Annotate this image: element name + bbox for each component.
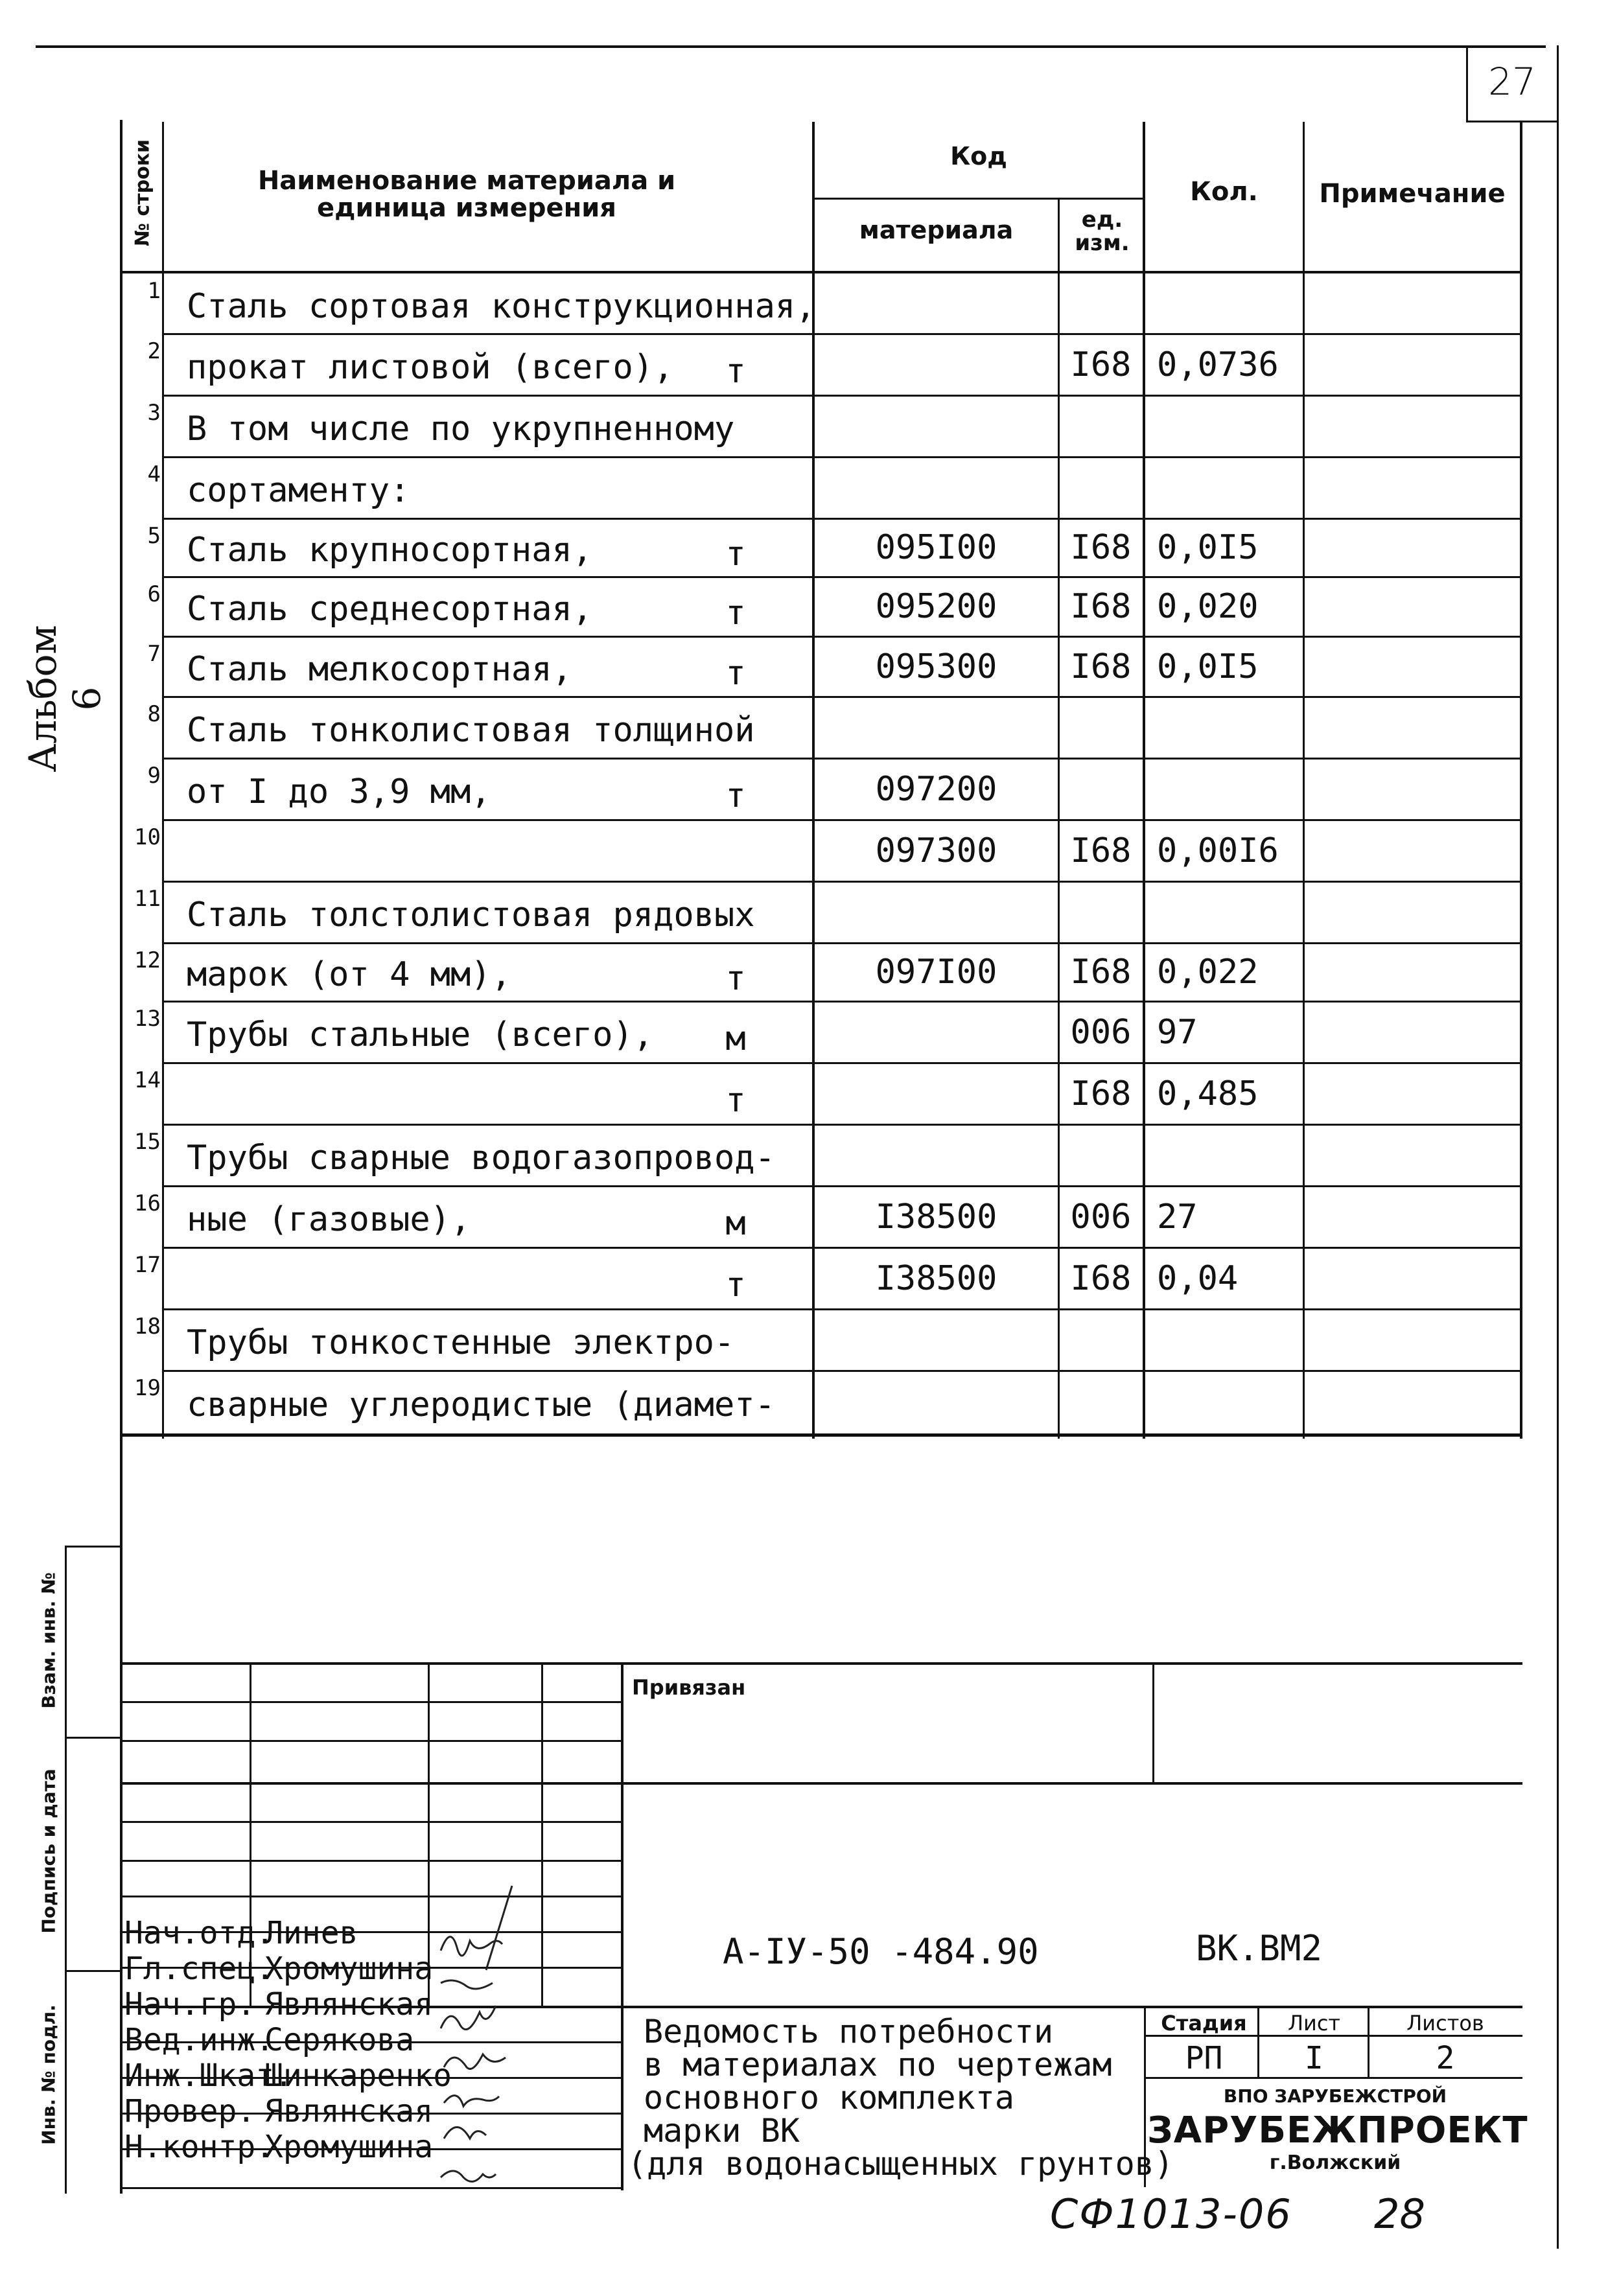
sheets-value: 2 (1436, 2040, 1455, 2076)
row-unit-code: I68 (1070, 345, 1132, 384)
row-number: 16 (134, 1190, 161, 1216)
row-name: Сталь среднесортная, (187, 590, 593, 629)
row-name: прокат листовой (всего), (187, 347, 674, 387)
row-unit-code: I68 (1070, 647, 1132, 686)
row-material-code: 095I00 (875, 528, 997, 567)
header-qty: Кол. (1190, 177, 1258, 207)
signer-role: Н.контр. (124, 2129, 275, 2165)
signer-name: Серякова (264, 2022, 415, 2058)
row-unit: м (725, 1203, 746, 1243)
signer-role: Гл.спец. (124, 1951, 275, 1987)
row-name: Сталь сортовая конструкционная, (187, 286, 816, 326)
row-quantity: 0,020 (1157, 587, 1259, 626)
row-name: Трубы тонкостенные электро- (187, 1323, 735, 1362)
row-number: 8 (147, 701, 161, 727)
row-unit-code: I68 (1070, 1258, 1132, 1298)
row-name: от I до 3,9 мм, (187, 772, 491, 811)
signer-name: Хромушина (264, 2129, 434, 2165)
row-quantity: 0,485 (1157, 1074, 1259, 1113)
org-city: г.Волжский (1269, 2151, 1401, 2174)
row-number: 18 (134, 1314, 161, 1339)
row-number: 17 (134, 1252, 161, 1278)
title-line-2: в материалах по чертежам (644, 2046, 1112, 2083)
side-podpis: Подпись и дата (38, 1768, 60, 1934)
row-number: 14 (134, 1067, 161, 1093)
signer-name: Шинкаренко (264, 2058, 452, 2094)
document-code: А-IУ-50 -484.90 (723, 1931, 1039, 1972)
row-number: 10 (134, 824, 161, 850)
side-inv: Инв. № подл. (38, 2004, 60, 2145)
sheet-label: Лист (1287, 2011, 1341, 2035)
row-name: сортаменту: (187, 470, 410, 510)
row-material-code: I38500 (875, 1197, 997, 1236)
row-name: ные (газовые), (187, 1200, 471, 1239)
row-quantity: 97 (1157, 1012, 1198, 1052)
row-unit: т (725, 351, 746, 391)
row-number: 3 (147, 400, 161, 426)
footer-handwritten-code: СФ1013-06 (1050, 2190, 1292, 2238)
row-unit: т (725, 653, 746, 693)
row-number: 2 (147, 338, 161, 364)
row-number: 13 (134, 1006, 161, 1032)
row-quantity: 0,022 (1157, 953, 1259, 991)
row-name: Сталь мелкосортная, (187, 649, 572, 689)
stage-label: Стадия (1161, 2011, 1247, 2035)
signer-name: Хромушина (264, 1951, 434, 1987)
title-line-1: Ведомость потребности (644, 2013, 1054, 2050)
row-material-code: I38500 (875, 1258, 997, 1298)
sheet-value: I (1305, 2040, 1323, 2076)
row-unit-code: I68 (1070, 953, 1132, 991)
signer-name: Линев (264, 1915, 358, 1951)
signature-marks (428, 1879, 622, 2190)
row-unit: т (725, 1080, 746, 1120)
title-line-5: (для водонасыщенных грунтов) (627, 2145, 1174, 2183)
page-number: 27 (1488, 60, 1536, 104)
header-code-material: материала (859, 216, 1014, 244)
row-unit-code: 006 (1070, 1197, 1132, 1236)
sheets-label: Листов (1406, 2011, 1484, 2035)
row-unit-code: I68 (1070, 587, 1132, 626)
footer-page-number: 28 (1374, 2190, 1425, 2238)
row-material-code: 097I00 (875, 953, 997, 991)
privyazan-label: Привязан (632, 1675, 746, 1700)
row-quantity: 0,0I5 (1157, 528, 1259, 567)
row-number: 11 (134, 886, 161, 912)
row-unit: т (725, 1265, 746, 1305)
signer-name: Являнская (264, 2093, 434, 2129)
row-number: 19 (134, 1375, 161, 1401)
signer-name: Являнская (264, 1986, 434, 2023)
row-unit: т (725, 594, 746, 632)
signer-role: Инж.Шкат. (124, 2058, 294, 2094)
row-number: 6 (147, 581, 161, 607)
row-number: 12 (134, 947, 161, 973)
album-label: Альбом 6 (21, 625, 109, 772)
row-unit-code: I68 (1070, 1074, 1132, 1113)
signer-role: Нач.гр. (124, 1986, 256, 2023)
row-number: 1 (147, 278, 161, 304)
row-number: 9 (147, 763, 161, 789)
signer-role: Вед.инж. (124, 2022, 275, 2058)
side-vzam: Взам. инв. № (38, 1572, 60, 1709)
signer-role: Провер. (124, 2093, 256, 2129)
header-code-unit: ед. изм. (1075, 207, 1130, 256)
title-line-4: марки ВК (644, 2112, 800, 2150)
row-quantity: 0,04 (1157, 1258, 1239, 1298)
header-note: Примечание (1319, 179, 1506, 209)
row-unit: т (725, 776, 746, 815)
org-main: ЗАРУБЕЖПРОЕКТ (1147, 2109, 1528, 2151)
document-title (627, 2015, 1174, 2181)
row-name: сварные углеродистые (диамет- (187, 1385, 775, 1424)
row-unit: т (725, 959, 746, 998)
row-number: 5 (147, 523, 161, 549)
row-quantity: 0,0736 (1157, 345, 1279, 384)
row-material-code: 097300 (875, 831, 997, 870)
document-mark: ВК.ВМ2 (1196, 1928, 1323, 1969)
row-quantity: 27 (1157, 1197, 1198, 1236)
right-border (1557, 45, 1559, 2249)
row-number: 15 (134, 1129, 161, 1155)
org-top: ВПО ЗАРУБЕЖСТРОЙ (1223, 2085, 1447, 2107)
top-border (36, 45, 1546, 48)
row-unit: м (725, 1019, 746, 1058)
row-quantity: 0,00I6 (1157, 831, 1279, 870)
header-name: Наименование материала и единица измерения (257, 166, 676, 223)
row-material-code: 097200 (875, 769, 997, 809)
row-name: марок (от 4 мм), (187, 955, 511, 994)
signer-role: Нач.отд. (124, 1915, 275, 1951)
row-material-code: 095300 (875, 647, 997, 686)
row-unit: т (725, 535, 746, 574)
row-name: Сталь толстолистовая рядовых (187, 895, 755, 934)
row-quantity: 0,0I5 (1157, 647, 1259, 686)
row-number: 7 (147, 641, 161, 667)
row-name: В том числе по укрупненному (187, 409, 735, 448)
row-name: Трубы сварные водогазопровод- (187, 1138, 775, 1177)
row-name: Сталь тонколистовая толщиной (187, 710, 755, 750)
row-name: Трубы стальные (всего), (187, 1015, 654, 1054)
row-unit-code: 006 (1070, 1012, 1132, 1052)
title-line-3: основного комплекта (644, 2079, 1014, 2116)
row-unit-code: I68 (1070, 528, 1132, 567)
row-unit-code: I68 (1070, 831, 1132, 870)
row-material-code: 095200 (875, 587, 997, 626)
header-code: Код (950, 142, 1007, 170)
row-name: Сталь крупносортная, (187, 531, 593, 570)
header-row-no: № строки (131, 139, 154, 247)
row-number: 4 (147, 461, 161, 487)
stage-value: РП (1185, 2040, 1223, 2076)
